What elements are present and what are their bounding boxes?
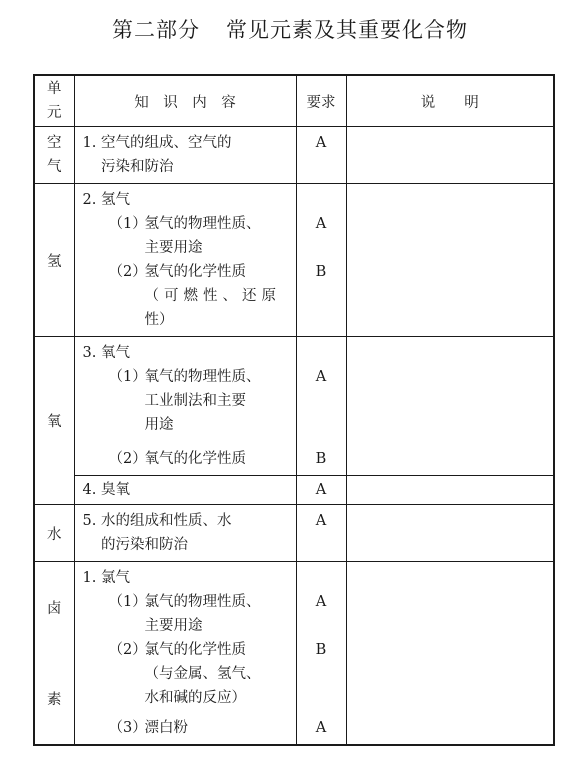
unit-air: 空 气 <box>34 127 74 184</box>
header-row <box>34 75 554 127</box>
table-row <box>34 127 554 184</box>
req-air: A <box>296 127 346 184</box>
note-cell <box>346 127 554 184</box>
table-row <box>34 337 554 476</box>
unit-header: 单 元 <box>34 75 74 127</box>
unit-oxygen: 氧 <box>34 337 74 505</box>
req-ozone: A <box>296 476 346 505</box>
unit-halogen: 卤 素 <box>34 562 74 746</box>
knowledge-table <box>33 74 555 746</box>
content-air: 1. 空气的组成、空气的 污染和防治 <box>74 127 296 184</box>
req-hydrogen: A B <box>296 184 346 337</box>
table-row <box>34 562 554 746</box>
note-cell <box>346 562 554 746</box>
page-title <box>0 14 580 44</box>
section-title: 常见元素及其重要化合物 <box>226 18 468 42</box>
note-header: 说 明 <box>346 75 554 127</box>
table-row <box>34 476 554 505</box>
requirement-header: 要求 <box>296 75 346 127</box>
content-ozone: 4. 臭氧 <box>74 476 296 505</box>
req-chlorine: A B A <box>296 562 346 746</box>
note-cell <box>346 476 554 505</box>
table-row <box>34 184 554 337</box>
table-row <box>34 505 554 562</box>
content-oxygen: 3. 氧气 （1） 氧气的物理性质、 工业制法和主要 用途 （2） 氧气的化学性质 <box>74 337 296 476</box>
unit-water: 水 <box>34 505 74 562</box>
content-header: 知 识 内 容 <box>74 75 296 127</box>
req-oxygen: A B <box>296 337 346 476</box>
content-hydrogen: 2. 氢气 （1） 氢气的物理性质、 主要用途 （2） 氢气的化学性质 （可燃性、还原 性） <box>74 184 296 337</box>
content-water: 5. 水的组成和性质、水 的污染和防治 <box>74 505 296 562</box>
part-label: 第二部分 <box>112 18 200 42</box>
content-chlorine: 1. 氯气 （1） 氯气的物理性质、 主要用途 （2） 氯气的化学性质 （与金属、氢气、 水和碱的反应） （3） 漂白粉 <box>74 562 296 746</box>
note-cell <box>346 505 554 562</box>
unit-hydrogen: 氢 <box>34 184 74 337</box>
note-cell <box>346 337 554 476</box>
note-cell <box>346 184 554 337</box>
req-water: A <box>296 505 346 562</box>
